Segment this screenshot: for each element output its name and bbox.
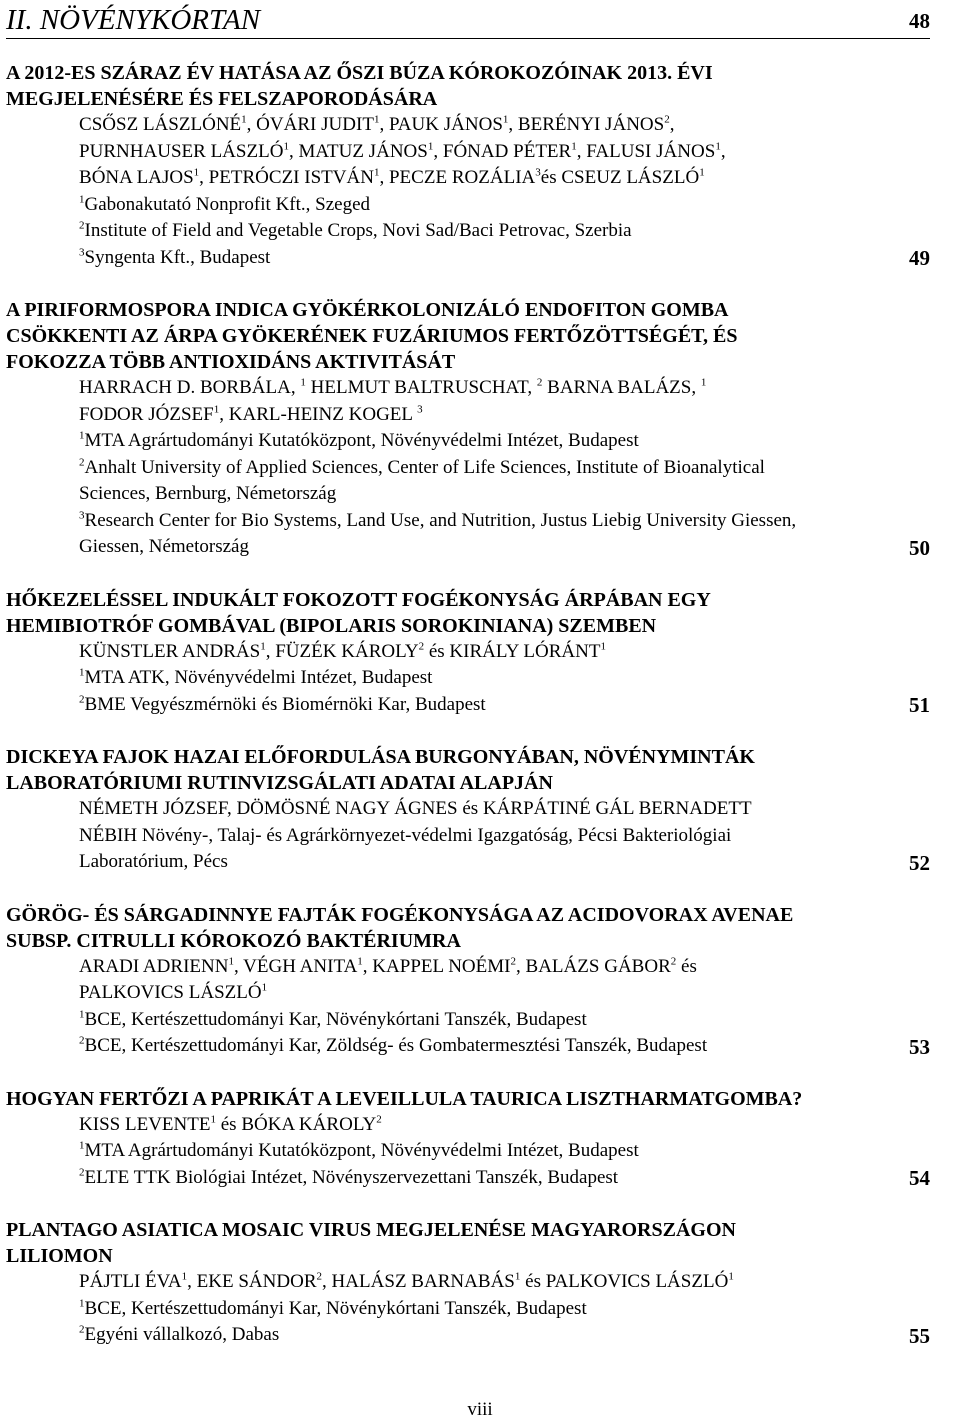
affiliation-text: NÉBIH Növény-, Talaj- és Agrárkörnyezet-védelmi Igazgatóság, Pécsi Bakteriológiai [79, 824, 732, 846]
affiliation-text: $^1$BCE, Kertészettudományi Kar, Növénykórtani Tanszék, Budapest [79, 1297, 587, 1319]
affiliation-text: $^2$BCE, Kertészettudományi Kar, Zöldség- és Gombatermesztési Tanszék, Budapest [79, 1034, 708, 1056]
entry-affiliation-line [79, 218, 930, 245]
entry-affiliation-line [79, 534, 930, 561]
entry-title-line: SUBSP. CITRULLI KÓROKOZÓ BAKTÉRIUMRA [6, 929, 461, 952]
entry-title-line: A 2012-ES SZÁRAZ ÉV HATÁSA AZ ŐSZI BÚZA KÓROKOZÓINAK 2013. ÉVI [6, 62, 713, 84]
affiliation-text: $^1$MTA ATK, Növényvédelmi Intézet, Budapest [79, 666, 433, 688]
entry-page-number[interactable]: 51 [909, 693, 930, 717]
entry-affiliation-line [79, 849, 930, 876]
section-title: II. NÖVÉNYKÓRTAN [6, 4, 261, 36]
entry-affiliation-line [79, 1033, 930, 1060]
affiliation-text: $^2$ELTE TTK Biológiai Intézet, Növényszervezettani Tanszék, Budapest [79, 1166, 619, 1188]
affiliation-text: $^1$MTA Agrártudományi Kutatóközpont, Növényvédelmi Intézet, Budapest [79, 1139, 639, 1161]
toc-entry [6, 744, 930, 876]
entry-title-line: DICKEYA FAJOK HAZAI ELŐFORDULÁSA BURGONYÁBAN, NÖVÉNYMINTÁK [6, 746, 755, 768]
entry-authors-line: PURNHAUSER LÁSZLÓ$^1$, MATUZ JÁNOS$^1$, FÓNAD PÉTER$^1$, FALUSI JÁNOS$^1$, [79, 140, 726, 162]
entry-title-line: GÖRÖG- ÉS SÁRGADINNYE FAJTÁK FOGÉKONYSÁGA AZ ACIDOVORAX AVENAE [6, 903, 794, 926]
entry-affiliation-line [79, 1296, 930, 1323]
affiliation-text: $^1$MTA Agrártudományi Kutatóközpont, Növényvédelmi Intézet, Budapest [79, 429, 639, 451]
entry-title-line: A PIRIFORMOSPORA INDICA GYÖKÉRKOLONIZÁLÓ ENDOFITON GOMBA [6, 299, 729, 321]
header-page-number: 48 [909, 9, 930, 33]
affiliation-text: Giessen, Németország [79, 536, 249, 557]
affiliation-text: $^3$Syngenta Kft., Budapest [79, 246, 271, 268]
entry-affiliation-line [79, 1138, 930, 1165]
affiliation-text: Laboratórium, Pécs [79, 851, 228, 872]
entry-page-number[interactable]: 55 [909, 1323, 930, 1348]
entry-title-line: LABORATÓRIUMI RUTINVIZSGÁLATI ADATAI ALAPJÁN [6, 772, 553, 794]
entry-affiliation-line [79, 823, 930, 850]
entry-title-line: FOKOZZA TÖBB ANTIOXIDÁNS AKTIVITÁSÁT [6, 351, 456, 373]
affiliation-text: $^3$Research Center for Bio Systems, Land Use, and Nutrition, Justus Liebig University Giessen, [79, 509, 797, 531]
affiliation-text: $^2$BME Vegyészmérnöki és Biomérnöki Kar, Budapest [79, 693, 486, 715]
affiliation-text: $^1$BCE, Kertészettudományi Kar, Növénykórtani Tanszék, Budapest [79, 1008, 587, 1030]
entry-title-line: HOGYAN FERTŐZI A PAPRIKÁT A LEVEILLULA TAURICA LISZTHARMATGOMBA? [6, 1087, 803, 1110]
affiliation-text: $^2$Egyéni vállalkozó, Dabas [79, 1323, 280, 1345]
toc-entry [6, 1217, 930, 1349]
entry-title-line: HŐKEZELÉSSEL INDUKÁLT FOKOZOTT FOGÉKONYSÁG ÁRPÁBAN EGY [6, 588, 711, 611]
toc-entry [6, 297, 930, 561]
toc-entry [6, 60, 930, 271]
entry-affiliation-line [79, 245, 930, 272]
entry-title-line: MEGJELENÉSÉRE ÉS FELSZAPORODÁSÁRA [6, 88, 438, 110]
entry-affiliation-line [79, 1165, 930, 1192]
entry-authors-line: PÁJTLI ÉVA$^1$, EKE SÁNDOR$^2$, HALÁSZ BARNABÁS$^1$ és PALKOVICS LÁSZLÓ$^1$ [79, 1270, 734, 1292]
entry-page-number[interactable]: 54 [909, 1166, 930, 1190]
entry-title-line: HEMIBIOTRÓF GOMBÁVAL (BIPOLARIS SOROKINIANA) SZEMBEN [6, 614, 657, 637]
entry-affiliation-line [79, 1322, 930, 1349]
entry-page-number[interactable]: 49 [909, 246, 930, 270]
entry-authors-line: CSŐSZ LÁSZLÓNÉ$^1$, ÓVÁRI JUDIT$^1$, PAUK JÁNOS$^1$, BERÉNYI JÁNOS$^2$, [79, 113, 675, 135]
entry-affiliation-line [79, 192, 930, 219]
footer-page-number: viii [467, 1399, 493, 1420]
affiliation-text: $^2$Institute of Field and Vegetable Crops, Novi Sad/Baci Petrovac, Szerbia [79, 219, 632, 241]
entry-page-number[interactable]: 52 [909, 850, 930, 875]
affiliation-text: $^1$Gabonakutató Nonprofit Kft., Szeged [79, 193, 371, 215]
affiliation-text: Sciences, Bernburg, Németország [79, 483, 337, 504]
entry-authors-line: NÉMETH JÓZSEF, DÖMÖSNÉ NAGY ÁGNES és KÁRPÁTINÉ GÁL BERNADETT [79, 798, 752, 819]
entry-title-line: LILIOMON [6, 1245, 113, 1267]
toc-entry [6, 587, 930, 719]
entry-affiliation-line [79, 481, 930, 508]
entry-authors-line: PALKOVICS LÁSZLÓ$^1$ [79, 981, 268, 1003]
entry-affiliation-line [79, 428, 930, 455]
entry-authors-line: FODOR JÓZSEF$^1$, KARL-HEINZ KOGEL $^3$ [79, 403, 423, 425]
entry-authors-line: KÜNSTLER ANDRÁS$^1$, FÜZÉK KÁROLY$^2$ és KIRÁLY LÓRÁNT$^1$ [79, 640, 606, 662]
entry-affiliation-line [79, 665, 930, 692]
entry-affiliation-line [79, 1007, 930, 1034]
entry-page-number[interactable]: 50 [909, 535, 930, 560]
toc-entry [6, 1086, 930, 1192]
entry-title-line: CSÖKKENTI AZ ÁRPA GYÖKERÉNEK FUZÁRIUMOS FERTŐZÖTTSÉGÉT, ÉS [6, 325, 738, 347]
toc-entry [6, 902, 930, 1060]
entry-title-line: PLANTAGO ASIATICA MOSAIC VIRUS MEGJELENÉSE MAGYARORSZÁGON [6, 1219, 736, 1241]
entry-authors-line: BÓNA LAJOS$^1$, PETRÓCZI ISTVÁN$^1$, PECZE ROZÁLIA$^3$és CSEUZ LÁSZLÓ$^1$ [79, 166, 705, 188]
entry-affiliation-line [79, 508, 930, 535]
entry-authors-line: ARADI ADRIENN$^1$, VÉGH ANITA$^1$, KAPPEL NOÉMI$^2$, BALÁZS GÁBOR$^2$ és [79, 955, 697, 977]
table-of-contents [6, 60, 930, 1375]
entry-authors-line: KISS LEVENTE$^1$ és BÓKA KÁROLY$^2$ [79, 1113, 382, 1135]
entry-affiliation-line [79, 692, 930, 719]
page-header [6, 4, 930, 39]
affiliation-text: $^2$Anhalt University of Applied Sciences, Center of Life Sciences, Institute of Bioanalytical [79, 456, 765, 478]
entry-affiliation-line [79, 455, 930, 482]
entry-page-number[interactable]: 53 [909, 1034, 930, 1059]
entry-authors-line: HARRACH D. BORBÁLA, $^1$ HELMUT BALTRUSCHAT, $^2$ BARNA BALÁZS, $^1$ [79, 376, 707, 398]
